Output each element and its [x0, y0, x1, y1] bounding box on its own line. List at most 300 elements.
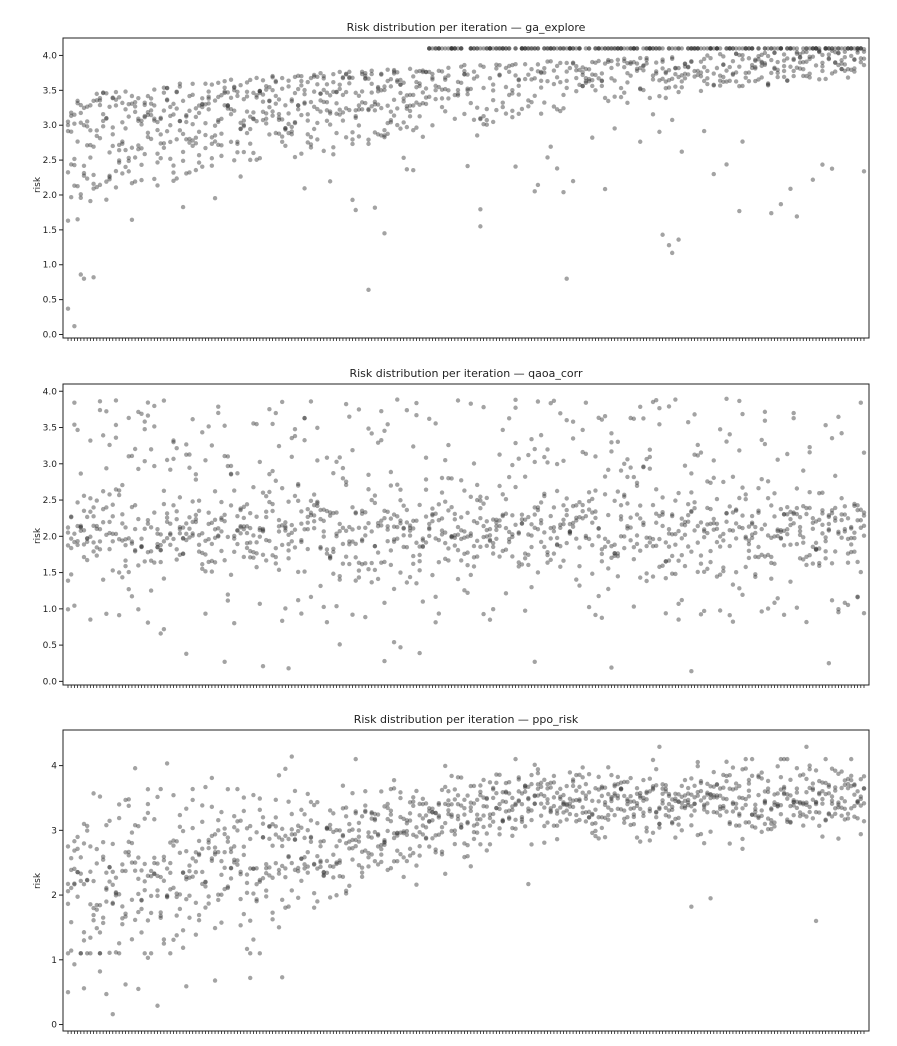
data-point: [788, 542, 792, 546]
data-point: [481, 825, 485, 829]
data-point: [299, 151, 303, 155]
data-point: [491, 88, 495, 92]
data-point: [88, 617, 92, 621]
data-point: [635, 481, 639, 485]
data-point: [507, 791, 511, 795]
data-point: [245, 947, 249, 951]
data-point: [424, 86, 428, 90]
data-point: [849, 525, 853, 529]
data-point: [91, 549, 95, 553]
data-point: [430, 573, 434, 577]
data-point: [88, 510, 92, 514]
data-point: [539, 813, 543, 817]
data-point: [174, 547, 178, 551]
data-point: [590, 572, 594, 576]
data-point: [290, 99, 294, 103]
data-point: [283, 144, 287, 148]
data-point: [254, 899, 258, 903]
data-point: [478, 516, 482, 520]
data-point: [843, 807, 847, 811]
data-point: [513, 406, 517, 410]
data-point: [603, 835, 607, 839]
data-point: [785, 78, 789, 82]
data-point: [254, 565, 258, 569]
data-point: [830, 167, 834, 171]
data-point: [254, 76, 258, 80]
data-point: [523, 62, 527, 66]
data-point: [469, 864, 473, 868]
data-point: [401, 526, 405, 530]
data-point: [405, 520, 409, 524]
data-point: [823, 757, 827, 761]
data-point: [66, 889, 70, 893]
data-point: [667, 527, 671, 531]
data-point: [117, 802, 121, 806]
data-point: [523, 608, 527, 612]
data-point: [88, 199, 92, 203]
data-point: [843, 62, 847, 66]
data-point: [107, 879, 111, 883]
data-point: [795, 806, 799, 810]
data-point: [203, 569, 207, 573]
data-point: [731, 528, 735, 532]
data-point: [146, 918, 150, 922]
data-point: [194, 932, 198, 936]
data-point: [664, 96, 668, 100]
data-point: [817, 48, 821, 52]
data-point: [488, 76, 492, 80]
data-point: [107, 443, 111, 447]
data-point: [309, 800, 313, 804]
data-point: [88, 870, 92, 874]
data-point: [139, 536, 143, 540]
data-point: [162, 141, 166, 145]
data-point: [852, 58, 856, 62]
data-point: [293, 120, 297, 124]
data-point: [283, 524, 287, 528]
data-point: [139, 544, 143, 548]
data-point: [414, 789, 418, 793]
data-point: [165, 895, 169, 899]
data-point: [178, 495, 182, 499]
data-point: [354, 757, 358, 761]
data-point: [187, 515, 191, 519]
data-point: [686, 798, 690, 802]
data-point: [465, 793, 469, 797]
data-point: [680, 79, 684, 83]
data-point: [533, 512, 537, 516]
data-point: [322, 605, 326, 609]
data-point: [168, 871, 172, 875]
data-point: [341, 476, 345, 480]
data-point: [699, 612, 703, 616]
data-point: [114, 103, 118, 107]
data-point: [481, 813, 485, 817]
data-point: [421, 135, 425, 139]
data-point: [79, 879, 83, 883]
data-point: [318, 546, 322, 550]
data-point: [635, 835, 639, 839]
data-point: [296, 598, 300, 602]
data-point: [258, 796, 262, 800]
data-point: [542, 824, 546, 828]
data-point: [811, 816, 815, 820]
data-point: [206, 840, 210, 844]
data-point: [165, 86, 169, 90]
data-point: [795, 506, 799, 510]
data-point: [88, 155, 92, 159]
data-point: [465, 854, 469, 858]
data-point: [542, 70, 546, 74]
data-point: [517, 530, 521, 534]
data-point: [817, 518, 821, 522]
data-point: [472, 564, 476, 568]
data-point: [584, 452, 588, 456]
data-point: [839, 786, 843, 790]
data-point: [373, 501, 377, 505]
data-point: [411, 526, 415, 530]
data-point: [587, 605, 591, 609]
data-point: [699, 74, 703, 78]
data-point: [354, 811, 358, 815]
data-point: [654, 60, 658, 64]
data-point: [331, 80, 335, 84]
data-point: [98, 103, 102, 107]
data-point: [331, 471, 335, 475]
data-point: [549, 558, 553, 562]
data-point: [296, 570, 300, 574]
data-point: [174, 137, 178, 141]
data-point: [88, 438, 92, 442]
data-point: [162, 398, 166, 402]
data-point: [232, 158, 236, 162]
data-point: [350, 527, 354, 531]
data-point: [286, 78, 290, 82]
data-point: [580, 503, 584, 507]
data-point: [306, 118, 310, 122]
data-point: [791, 813, 795, 817]
data-point: [309, 100, 313, 104]
data-point: [85, 124, 89, 128]
data-point: [552, 774, 556, 778]
data-point: [574, 577, 578, 581]
data-point: [171, 843, 175, 847]
data-point: [632, 475, 636, 479]
data-point: [229, 78, 233, 82]
data-point: [529, 842, 533, 846]
data-point: [235, 90, 239, 94]
data-point: [775, 596, 779, 600]
data-point: [162, 502, 166, 506]
data-point: [533, 447, 537, 451]
data-point: [197, 130, 201, 134]
data-point: [606, 540, 610, 544]
data-point: [424, 825, 428, 829]
data-point: [360, 814, 364, 818]
data-point: [814, 541, 818, 545]
data-point: [596, 59, 600, 63]
data-point: [107, 150, 111, 154]
chart-title: Risk distribution per iteration — qaoa_corr: [349, 367, 583, 380]
data-point: [549, 59, 553, 63]
data-point: [344, 814, 348, 818]
data-point: [449, 814, 453, 818]
data-point: [472, 118, 476, 122]
data-point: [360, 89, 364, 93]
data-point: [660, 524, 664, 528]
data-point: [398, 796, 402, 800]
data-point: [328, 823, 332, 827]
data-point: [133, 527, 137, 531]
data-point: [667, 404, 671, 408]
data-point: [807, 71, 811, 75]
data-point: [686, 519, 690, 523]
data-point: [181, 946, 185, 950]
data-point: [513, 523, 517, 527]
data-point: [513, 164, 517, 168]
data-point: [779, 202, 783, 206]
data-point: [219, 920, 223, 924]
data-point: [779, 775, 783, 779]
data-point: [542, 100, 546, 104]
data-point: [622, 494, 626, 498]
data-point: [744, 75, 748, 79]
y-tick-label: 3: [51, 826, 57, 837]
data-point: [820, 69, 824, 73]
data-point: [178, 531, 182, 535]
data-point: [485, 804, 489, 808]
data-point: [785, 796, 789, 800]
data-point: [430, 123, 434, 127]
data-point: [143, 419, 147, 423]
data-point: [481, 86, 485, 90]
data-point: [836, 607, 840, 611]
data-point: [753, 65, 757, 69]
data-point: [772, 601, 776, 605]
data-point: [817, 810, 821, 814]
data-point: [740, 513, 744, 517]
data-point: [299, 808, 303, 812]
data-point: [389, 563, 393, 567]
data-point: [421, 599, 425, 603]
data-point: [277, 97, 281, 101]
data-point: [174, 839, 178, 843]
data-point: [564, 418, 568, 422]
data-point: [475, 812, 479, 816]
data-point: [763, 523, 767, 527]
data-point: [117, 148, 121, 152]
data-point: [382, 231, 386, 235]
data-point: [270, 876, 274, 880]
data-point: [376, 812, 380, 816]
data-point: [210, 521, 214, 525]
data-point: [85, 878, 89, 882]
data-point: [651, 831, 655, 835]
data-point: [606, 99, 610, 103]
data-point: [811, 561, 815, 565]
data-point: [839, 813, 843, 817]
data-point: [702, 535, 706, 539]
data-point: [724, 397, 728, 401]
data-point: [91, 275, 95, 279]
data-point: [760, 770, 764, 774]
data-point: [430, 506, 434, 510]
data-point: [382, 516, 386, 520]
y-axis-label: risk: [33, 872, 43, 890]
data-point: [395, 514, 399, 518]
data-point: [843, 55, 847, 59]
data-point: [290, 132, 294, 136]
data-point: [174, 933, 178, 937]
data-point: [414, 125, 418, 129]
data-point: [184, 532, 188, 536]
data-point: [197, 839, 201, 843]
data-point: [143, 152, 147, 156]
data-point: [229, 876, 233, 880]
data-point: [114, 423, 118, 427]
data-point: [612, 126, 616, 130]
data-point: [545, 801, 549, 805]
data-point: [395, 859, 399, 863]
data-point: [350, 137, 354, 141]
data-point: [155, 795, 159, 799]
data-point: [331, 72, 335, 76]
data-point: [366, 487, 370, 491]
data-point: [456, 814, 460, 818]
data-point: [625, 815, 629, 819]
data-point: [497, 73, 501, 77]
data-point: [149, 137, 153, 141]
data-point: [197, 852, 201, 856]
data-point: [302, 416, 306, 420]
data-point: [277, 529, 281, 533]
data-point: [529, 773, 533, 777]
data-point: [469, 495, 473, 499]
data-point: [670, 118, 674, 122]
data-point: [338, 642, 342, 646]
data-point: [219, 117, 223, 121]
data-point: [673, 542, 677, 546]
data-point: [580, 84, 584, 88]
data-point: [644, 544, 648, 548]
data-point: [465, 820, 469, 824]
data-point: [609, 431, 613, 435]
data-point: [651, 112, 655, 116]
data-point: [341, 784, 345, 788]
data-point: [130, 146, 134, 150]
data-point: [708, 896, 712, 900]
data-point: [174, 913, 178, 917]
data-point: [264, 888, 268, 892]
data-point: [66, 990, 70, 994]
data-point: [488, 533, 492, 537]
data-point: [277, 444, 281, 448]
y-tick-label: 1.5: [42, 225, 57, 236]
data-point: [446, 66, 450, 70]
data-point: [820, 797, 824, 801]
data-point: [149, 525, 153, 529]
data-point: [584, 514, 588, 518]
data-point: [440, 490, 444, 494]
data-point: [197, 913, 201, 917]
data-point: [139, 868, 143, 872]
data-point: [127, 536, 131, 540]
data-point: [264, 111, 268, 115]
y-tick-label: 3.0: [42, 121, 57, 132]
data-point: [411, 554, 415, 558]
data-point: [277, 518, 281, 522]
data-point: [625, 780, 629, 784]
data-point: [376, 102, 380, 106]
data-point: [389, 118, 393, 122]
data-point: [338, 70, 342, 74]
data-point: [446, 508, 450, 512]
data-point: [379, 106, 383, 110]
data-point: [555, 75, 559, 79]
data-point: [66, 530, 70, 534]
data-point: [641, 464, 645, 468]
data-point: [836, 530, 840, 534]
data-point: [859, 832, 863, 836]
data-point: [769, 503, 773, 507]
data-point: [264, 117, 268, 121]
data-point: [312, 89, 316, 93]
data-point: [481, 778, 485, 782]
data-point: [469, 401, 473, 405]
data-point: [331, 875, 335, 879]
data-point: [673, 397, 677, 401]
data-point: [459, 558, 463, 562]
data-point: [433, 620, 437, 624]
data-point: [731, 619, 735, 623]
data-point: [571, 784, 575, 788]
data-point: [82, 276, 86, 280]
data-point: [670, 805, 674, 809]
data-point: [680, 516, 684, 520]
data-point: [437, 813, 441, 817]
data-point: [536, 399, 540, 403]
data-point: [587, 772, 591, 776]
data-point: [309, 399, 313, 403]
data-point: [328, 895, 332, 899]
data-point: [136, 855, 140, 859]
data-point: [533, 94, 537, 98]
data-point: [197, 918, 201, 922]
data-point: [446, 808, 450, 812]
data-point: [750, 536, 754, 540]
data-point: [827, 527, 831, 531]
data-point: [200, 562, 204, 566]
data-point: [555, 166, 559, 170]
data-point: [309, 145, 313, 149]
data-point: [290, 523, 294, 527]
data-point: [852, 792, 856, 796]
data-point: [430, 519, 434, 523]
data-point: [411, 74, 415, 78]
data-point: [216, 81, 220, 85]
data-point: [389, 77, 393, 81]
data-point: [296, 107, 300, 111]
data-point: [111, 883, 115, 887]
data-point: [312, 513, 316, 517]
data-point: [360, 865, 364, 869]
data-point: [414, 825, 418, 829]
data-point: [641, 88, 645, 92]
data-point: [350, 198, 354, 202]
data-point: [712, 458, 716, 462]
data-point: [293, 494, 297, 498]
data-point: [433, 511, 437, 515]
